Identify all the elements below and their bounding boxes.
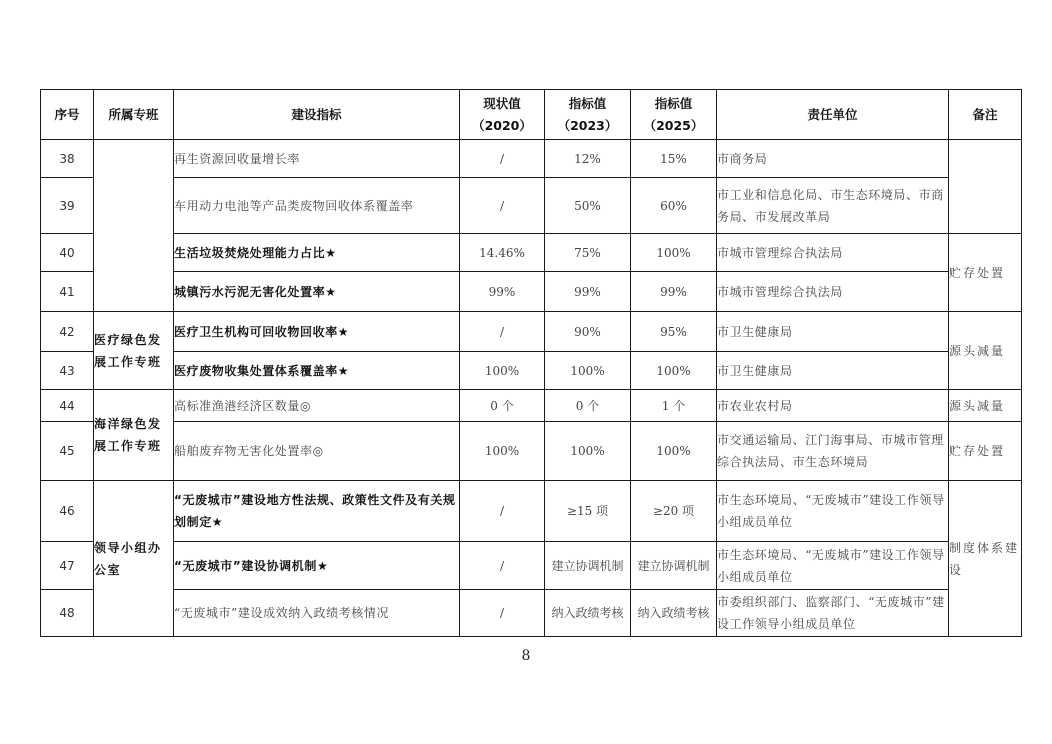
row-number: 48 [41, 590, 94, 637]
current-value-cell: / [460, 590, 545, 637]
header-current [460, 90, 545, 140]
header-group: 所属专班 [94, 90, 174, 140]
target-2025-cell: 100% [631, 352, 717, 390]
target-2023-cell: ≥15 项 [545, 481, 631, 542]
target-2023-cell: 纳入政绩考核 [545, 590, 631, 637]
target-2023-cell: 99% [545, 272, 631, 312]
responsible-unit-cell: 市生态环境局、“无废城市”建设工作领导小组成员单位 [717, 542, 949, 590]
current-value-cell: / [460, 542, 545, 590]
target-2025-cell: 1 个 [631, 390, 717, 422]
header-row [41, 90, 1022, 140]
table-row [41, 312, 1022, 352]
indicator-cell: 再生资源回收量增长率 [174, 140, 460, 178]
indicator-cell: 城镇污水污泥无害化处置率★ [174, 272, 460, 312]
table-row [41, 272, 1022, 312]
indicator-cell: 医疗废物收集处置体系覆盖率★ [174, 352, 460, 390]
header-target-2025 [631, 90, 717, 140]
target-2023-cell: 0 个 [545, 390, 631, 422]
page-number: 8 [521, 648, 531, 664]
responsible-unit-cell: 市委组织部门、监察部门、“无废城市”建设工作领导小组成员单位 [717, 590, 949, 637]
responsible-unit-cell: 市城市管理综合执法局 [717, 272, 949, 312]
table-row [41, 590, 1022, 637]
indicator-cell: 船舶废弃物无害化处置率◎ [174, 422, 460, 481]
table-row [41, 178, 1022, 234]
current-value-cell: 100% [460, 352, 545, 390]
row-number: 44 [41, 390, 94, 422]
table-row [41, 542, 1022, 590]
header-target-2023 [545, 90, 631, 140]
current-value-cell: 0 个 [460, 390, 545, 422]
indicator-cell: “无废城市”建设地方性法规、政策性文件及有关规划制定★ [174, 481, 460, 542]
header-current-year: （2020） [472, 117, 532, 133]
remark-cell: 源头减量 [949, 390, 1022, 422]
current-value-cell: / [460, 481, 545, 542]
current-value-cell: / [460, 178, 545, 234]
remark-cell: 贮存处置 [949, 234, 1022, 312]
current-value-cell: 14.46% [460, 234, 545, 272]
table-row [41, 390, 1022, 422]
header-no: 序号 [41, 90, 94, 140]
target-2025-cell: 99% [631, 272, 717, 312]
responsible-unit-cell: 市卫生健康局 [717, 352, 949, 390]
header-target-2025-year: （2025） [643, 117, 704, 133]
target-2025-cell: 纳入政绩考核 [631, 590, 717, 637]
row-number: 39 [41, 178, 94, 234]
group-cell: 领导小组办公室 [94, 481, 174, 637]
indicator-cell: 车用动力电池等产品类废物回收体系覆盖率 [174, 178, 460, 234]
row-number: 45 [41, 422, 94, 481]
group-cell: 海洋绿色发展工作专班 [94, 390, 174, 481]
responsible-unit-cell: 市交通运输局、江门海事局、市城市管理综合执法局、市生态环境局 [717, 422, 949, 481]
remark-cell: 制度体系建设 [949, 481, 1022, 637]
target-2023-cell: 50% [545, 178, 631, 234]
current-value-cell: / [460, 140, 545, 178]
row-number: 46 [41, 481, 94, 542]
table-row [41, 422, 1022, 481]
row-number: 40 [41, 234, 94, 272]
header-indicator: 建设指标 [174, 90, 460, 140]
target-2025-cell: 60% [631, 178, 717, 234]
remark-cell: 源头减量 [949, 312, 1022, 390]
indicator-table [40, 89, 1022, 637]
responsible-unit-cell: 市商务局 [717, 140, 949, 178]
target-2025-cell: 15% [631, 140, 717, 178]
row-number: 41 [41, 272, 94, 312]
group-cell: 医疗绿色发展工作专班 [94, 312, 174, 390]
indicator-cell: 医疗卫生机构可回收物回收率★ [174, 312, 460, 352]
row-number: 47 [41, 542, 94, 590]
current-value-cell: 100% [460, 422, 545, 481]
row-number: 42 [41, 312, 94, 352]
target-2023-cell: 建立协调机制 [545, 542, 631, 590]
header-target-2023-year: （2023） [557, 117, 618, 133]
target-2025-cell: 100% [631, 422, 717, 481]
remark-cell: 贮存处置 [949, 422, 1022, 481]
table-row [41, 481, 1022, 542]
target-2025-cell: 建立协调机制 [631, 542, 717, 590]
target-2025-cell: 100% [631, 234, 717, 272]
group-cell-empty [94, 140, 174, 312]
indicator-cell: 高标准渔港经济区数量◎ [174, 390, 460, 422]
responsible-unit-cell: 市卫生健康局 [717, 312, 949, 352]
indicator-cell: “无废城市”建设协调机制★ [174, 542, 460, 590]
current-value-cell: 99% [460, 272, 545, 312]
target-2023-cell: 100% [545, 352, 631, 390]
current-value-cell: / [460, 312, 545, 352]
table-row [41, 234, 1022, 272]
table-row [41, 352, 1022, 390]
target-2023-cell: 100% [545, 422, 631, 481]
header-unit: 责任单位 [717, 90, 949, 140]
target-2025-cell: 95% [631, 312, 717, 352]
remark-cell-empty [949, 140, 1022, 234]
header-current-label: 现状值 [483, 95, 521, 111]
header-target-2023-label: 指标值 [568, 95, 607, 111]
responsible-unit-cell: 市工业和信息化局、市生态环境局、市商务局、市发展改革局 [717, 178, 949, 234]
target-2025-cell: ≥20 项 [631, 481, 717, 542]
target-2023-cell: 12% [545, 140, 631, 178]
row-number: 38 [41, 140, 94, 178]
header-remark: 备注 [949, 90, 1022, 140]
indicator-cell: “无废城市”建设成效纳入政绩考核情况 [174, 590, 460, 637]
responsible-unit-cell: 市生态环境局、“无废城市”建设工作领导小组成员单位 [717, 481, 949, 542]
target-2023-cell: 90% [545, 312, 631, 352]
responsible-unit-cell: 市农业农村局 [717, 390, 949, 422]
header-target-2025-label: 指标值 [654, 95, 693, 111]
indicator-cell: 生活垃圾焚烧处理能力占比★ [174, 234, 460, 272]
responsible-unit-cell: 市城市管理综合执法局 [717, 234, 949, 272]
row-number: 43 [41, 352, 94, 390]
target-2023-cell: 75% [545, 234, 631, 272]
table-row [41, 140, 1022, 178]
